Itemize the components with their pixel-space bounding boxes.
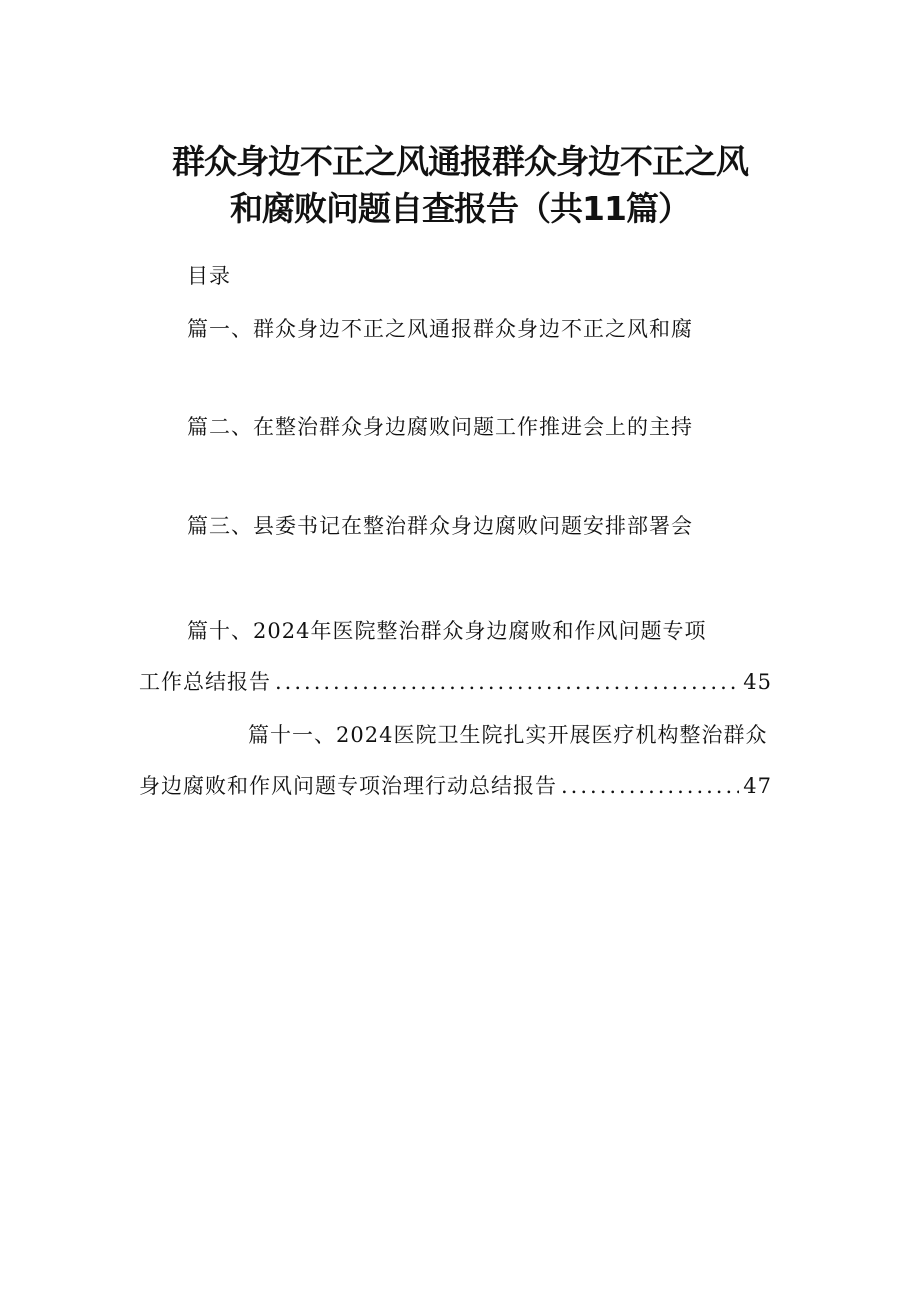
toc-entry-10-page-number: 45 xyxy=(743,670,772,694)
toc-leader-dots xyxy=(561,774,739,798)
document-title-line-1: 群众身边不正之风通报群众身边不正之风 xyxy=(172,142,748,181)
toc-entry-3[interactable]: 篇三、县委书记在整治群众身边腐败问题安排部署会 xyxy=(187,514,693,538)
toc-entry-10-label: 工作总结报告 xyxy=(139,670,271,694)
toc-entry-11-page-number: 47 xyxy=(743,774,772,798)
toc-entry-11-line-2[interactable] xyxy=(139,770,772,800)
toc-heading: 目录 xyxy=(187,264,231,288)
toc-entry-2[interactable]: 篇二、在整治群众身边腐败问题工作推进会上的主持 xyxy=(187,415,693,439)
toc-entry-1[interactable]: 篇一、群众身边不正之风通报群众身边不正之风和腐 xyxy=(187,317,693,341)
toc-entry-10-line-1[interactable]: 篇十、2024年医院整治群众身边腐败和作风问题专项 xyxy=(187,619,707,643)
toc-leader-dots xyxy=(275,670,739,694)
toc-entry-11-line-1[interactable]: 篇十一、2024医院卫生院扎实开展医疗机构整治群众 xyxy=(248,723,768,747)
toc-entry-11-label: 身边腐败和作风问题专项治理行动总结报告 xyxy=(139,774,557,798)
toc-entry-10-line-2[interactable] xyxy=(139,666,772,696)
document-title-line-2: 和腐败问题自查报告（共11篇） xyxy=(230,189,690,228)
